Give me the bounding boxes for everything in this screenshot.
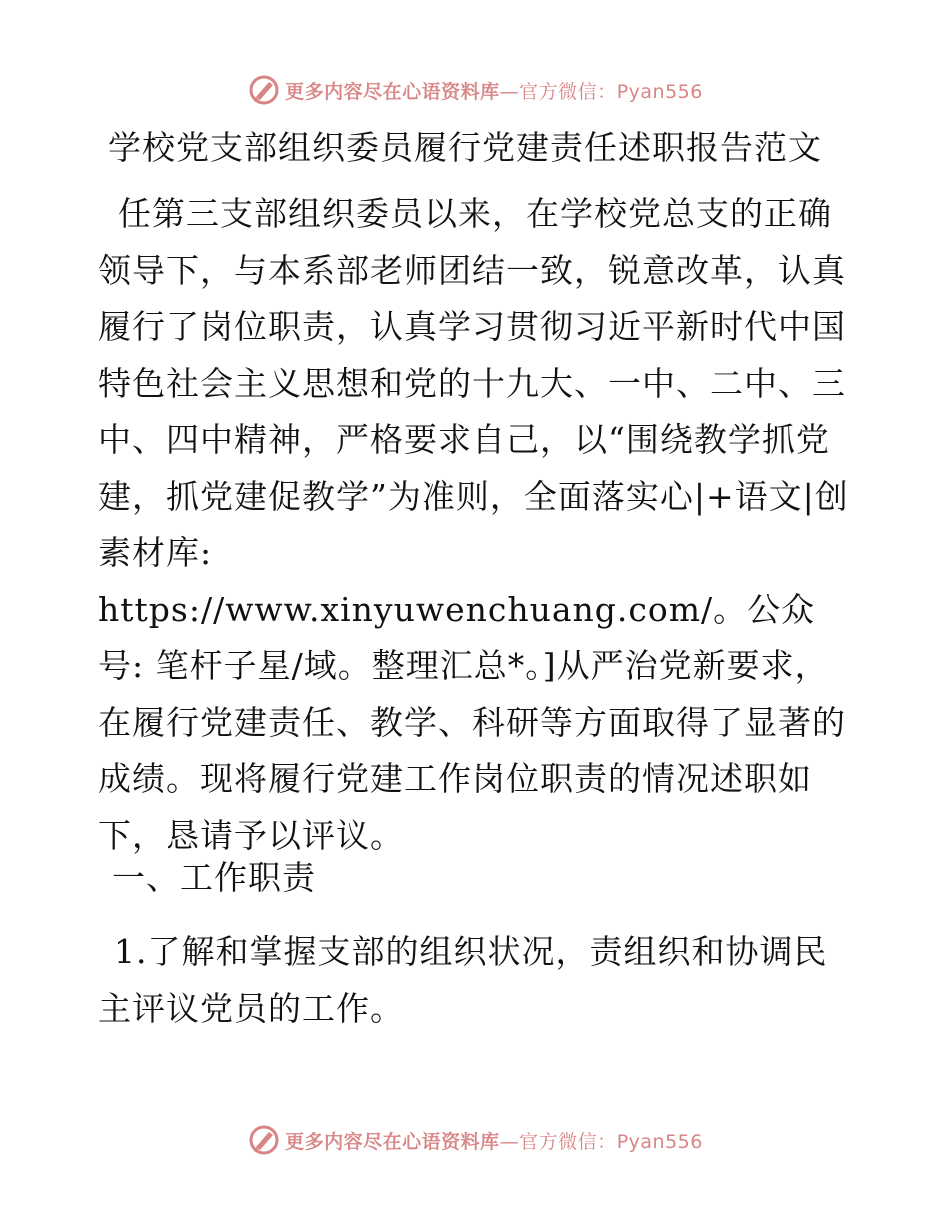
paragraph-1: 任第三支部组织委员以来，在学校党总支的正确领导下，与本系部老师团结一致，锐意改革，认真履行了岗位职责，认真学习贯彻习近平新时代中国特色社会主义思想和党的十九大、一中、二中、三中、四中精神，严格要求自己，以“围绕教学抓党建，抓党建促教学”为准则，全面落实心|+语文|创素材库: https://www.xinyuwenchuang.com/。公众号: 笔杆子星/域。整理汇总*。]从严治党新要求，在履行党建责任、教学、科研等方面取得了显著的成绩。现将履行党建工作岗位职责的情况述职如下，恳请予以评议。 <box>98 194 849 855</box>
wechat-id: Pyan556 <box>616 80 703 103</box>
pen-seal-logo-icon <box>247 73 281 107</box>
wechat-id: Pyan556 <box>616 1130 703 1153</box>
document-title: 学校党支部组织委员履行党建责任述职报告范文 <box>108 128 822 167</box>
pen-seal-logo-icon <box>247 1123 281 1157</box>
section-heading: 一、工作职责 <box>112 858 316 897</box>
paragraph-2: 1.了解和掌握支部的组织状况，责组织和协调民主评议党员的工作。 <box>98 932 828 1028</box>
footer-banner <box>0 1120 950 1160</box>
footer-banner-text: 更多内容尽在心语资料库—官方微信：Pyan556 <box>285 1130 703 1153</box>
header-banner-text: 更多内容尽在心语资料库—官方微信：Pyan556 <box>285 80 703 103</box>
header-banner <box>0 70 950 110</box>
